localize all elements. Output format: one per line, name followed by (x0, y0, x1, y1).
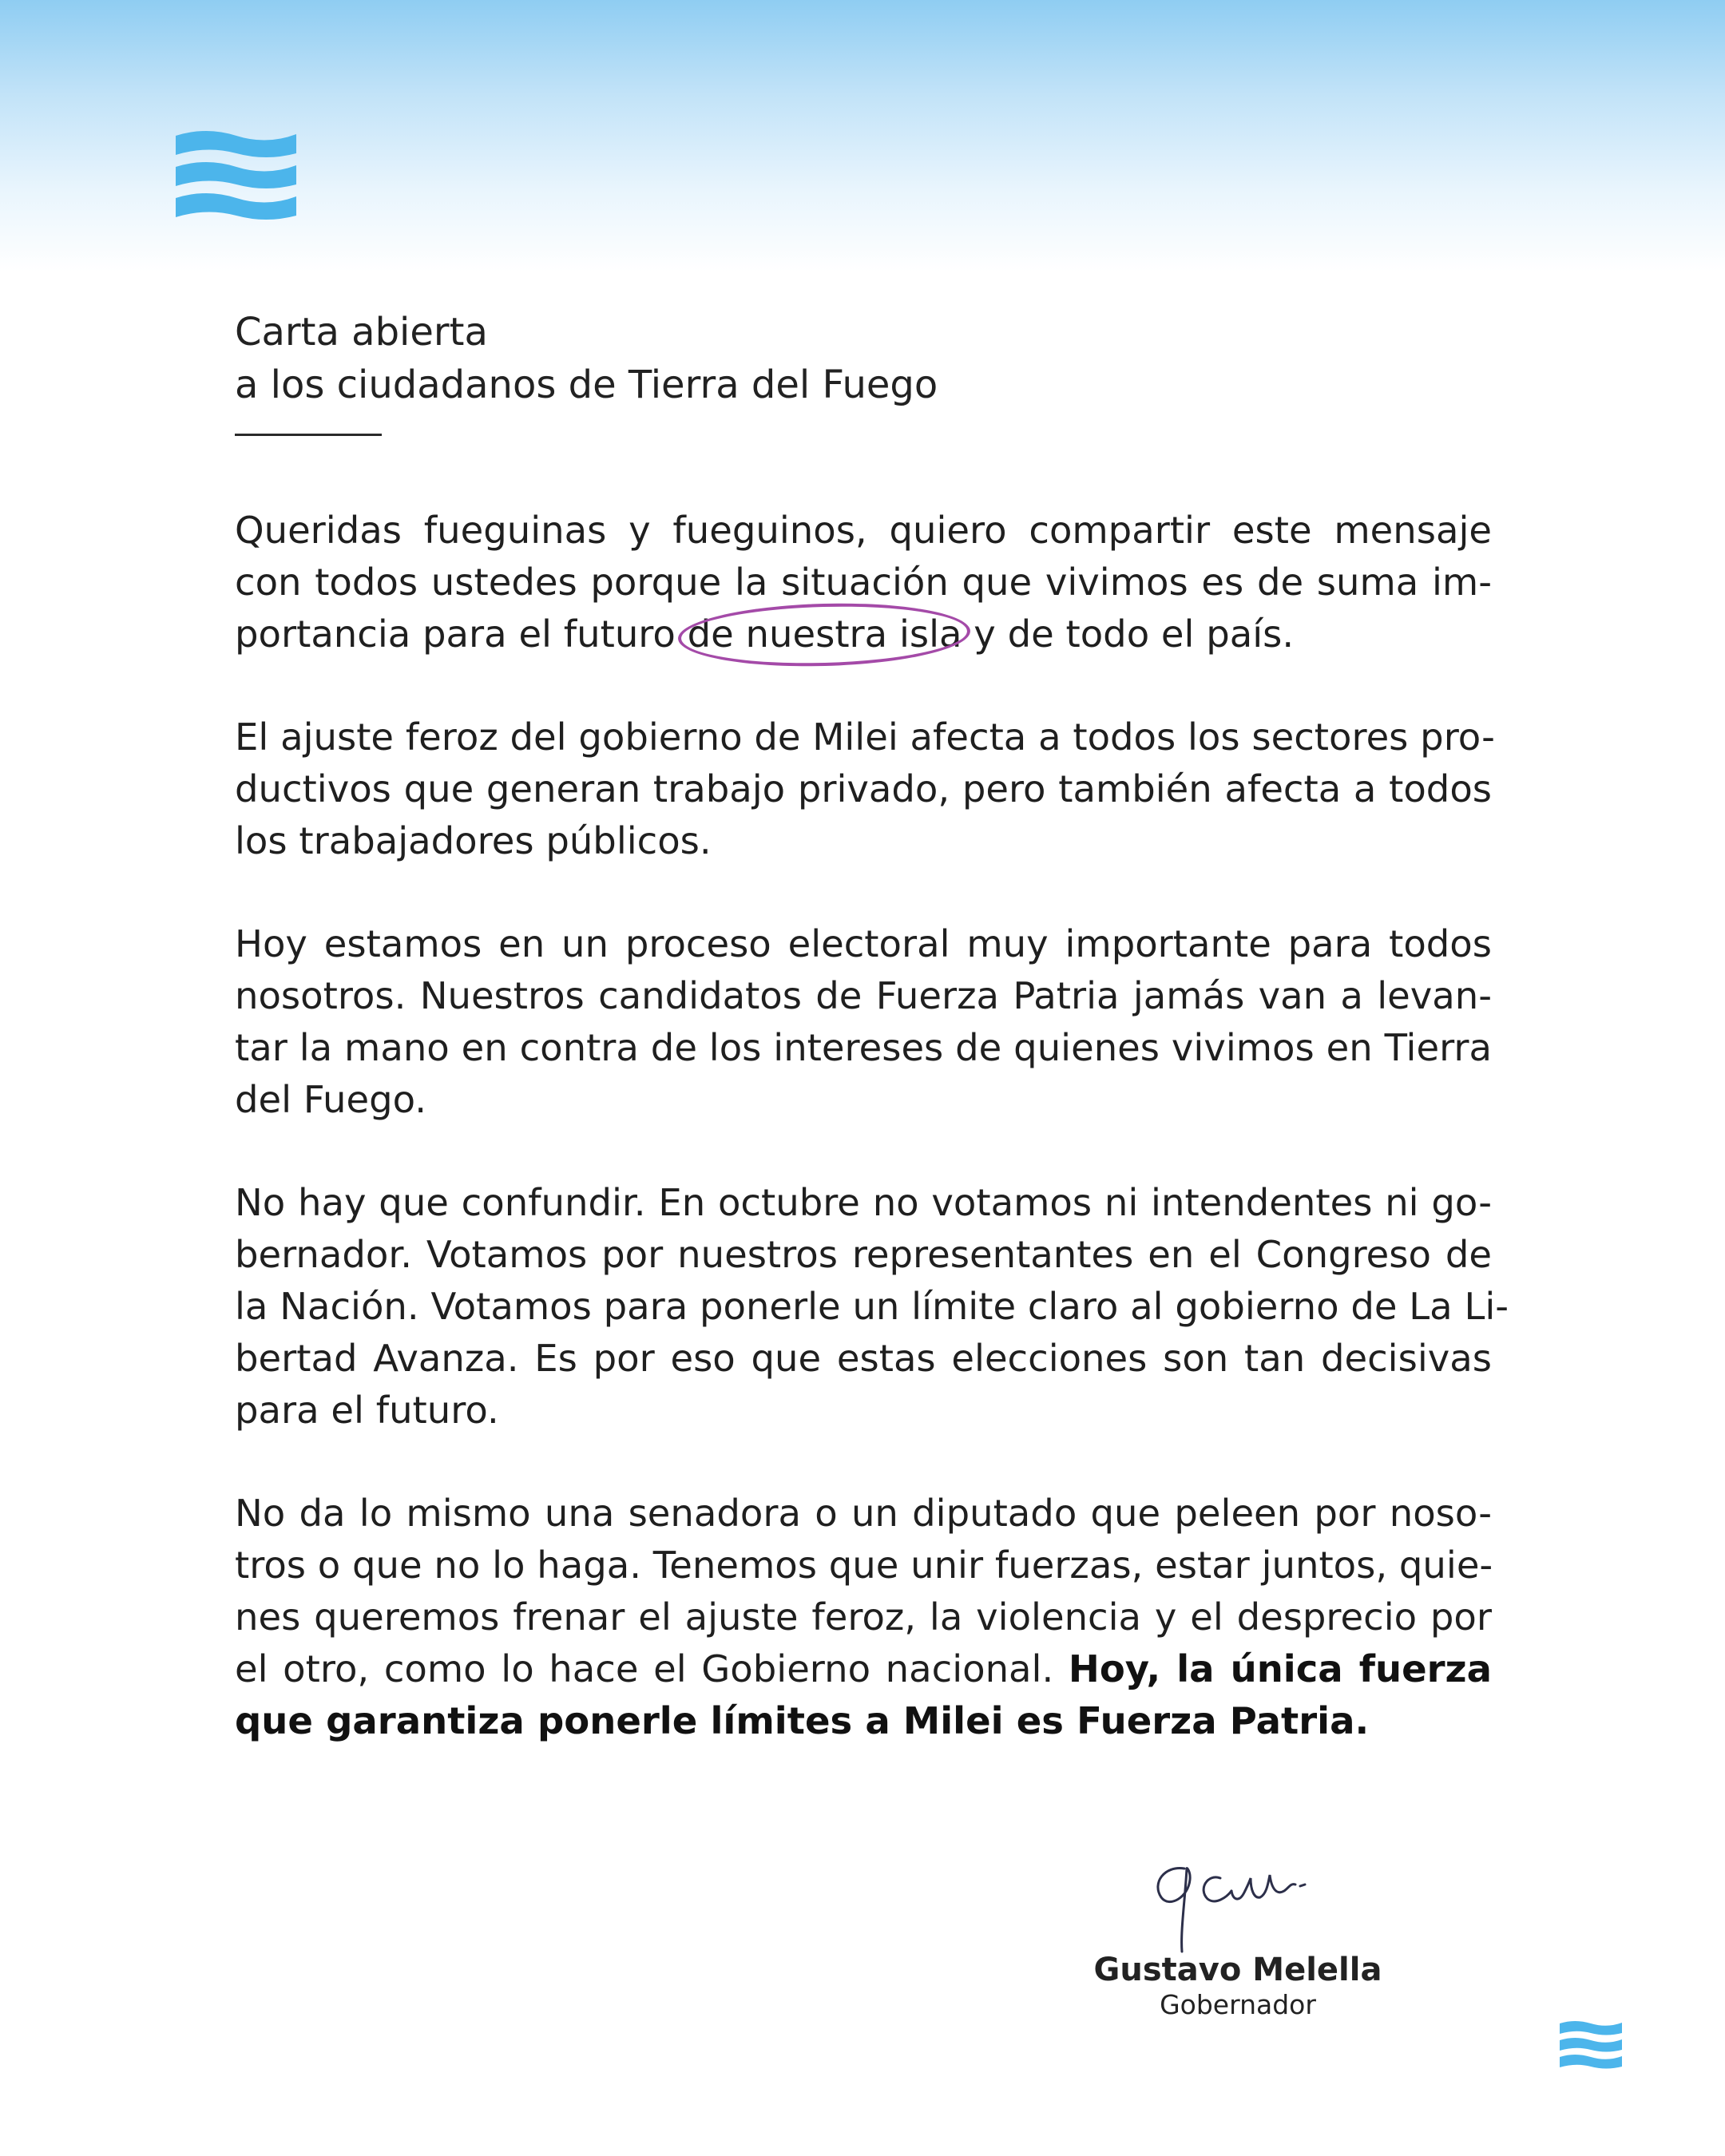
heading-subtitle: a los ciudadanos de Tierra del Fuego (235, 363, 938, 407)
paragraph-line: la Nación. Votamos para ponerle un límite claro al gobierno de La Li- (235, 1285, 1509, 1328)
paragraph-line: para el futuro. (235, 1389, 499, 1432)
paragraph-line: No da lo mismo una senadora o un diputado que peleen por noso- (235, 1492, 1492, 1535)
paragraph-line (235, 1695, 1492, 1747)
circled-text: de nuestra isla (687, 612, 962, 656)
paragraph-line: los trabajadores públicos. (235, 819, 712, 862)
letter-heading (235, 306, 938, 411)
paragraph-line: tros o que no lo haga. Tenemos que unir fuerzas, estar juntos, quie- (235, 1544, 1493, 1587)
closing-bold-text: Hoy, la única fuerza (1068, 1647, 1492, 1690)
paragraph-line: Queridas fueguinas y fueguinos, quiero compartir este mensaje (235, 509, 1492, 552)
paragraph-line: bertad Avanza. Es por eso que estas elecciones son tan decisivas (235, 1337, 1492, 1380)
paragraph-line: ductivos que generan trabajo privado, pero también afecta a todos (235, 767, 1492, 810)
argentine-flag-stripes-icon (1559, 2020, 1623, 2071)
paragraph-text: portancia para el futuro (235, 612, 688, 656)
paragraph-line: Hoy estamos en un proceso electoral muy importante para todos (235, 922, 1492, 965)
paragraph-line: nes queremos frenar el ajuste feroz, la violencia y el desprecio por (235, 1595, 1492, 1639)
handdrawn-ellipse-mark (677, 600, 971, 670)
paragraph-line (235, 1643, 1492, 1695)
paragraph-text: y de todo el país. (962, 612, 1295, 656)
paragraph-2 (235, 711, 1495, 867)
paragraph-line: tar la mano en contra de los intereses de quienes vivimos en Tierra (235, 1026, 1492, 1069)
paragraph-line: del Fuego. (235, 1078, 427, 1121)
handwritten-signature (1140, 1851, 1332, 1955)
paragraph-1 (235, 505, 1492, 660)
heading-divider (235, 434, 382, 436)
paragraph-line (235, 608, 1492, 660)
letter-body (235, 505, 1509, 1798)
paragraph-text: el otro, como lo hace el Gobierno nacional. (235, 1647, 1069, 1690)
paragraph-5 (235, 1488, 1492, 1747)
signer-title: Gobernador (1160, 1989, 1316, 2020)
signer-name: Gustavo Melella (1093, 1952, 1382, 1988)
paragraph-line: bernador. Votamos por nuestros representantes en el Congreso de (235, 1233, 1492, 1276)
paragraph-line: El ajuste feroz del gobierno de Milei afecta a todos los sectores pro- (235, 715, 1495, 759)
paragraph-line: nosotros. Nuestros candidatos de Fuerza Patria jamás van a levan- (235, 974, 1492, 1017)
argentine-flag-stripes-icon (174, 129, 298, 225)
paragraph-4 (235, 1177, 1509, 1437)
circled-annotation (688, 608, 962, 660)
heading-title: Carta abierta (235, 310, 488, 355)
paragraph-line: con todos ustedes porque la situación que vivimos es de suma im- (235, 561, 1492, 604)
paragraph-3 (235, 918, 1492, 1126)
closing-bold-text: que garantiza ponerle límites a Milei es Fuerza Patria. (235, 1699, 1370, 1742)
paragraph-line: No hay que confundir. En octubre no votamos ni intendentes ni go- (235, 1181, 1492, 1224)
